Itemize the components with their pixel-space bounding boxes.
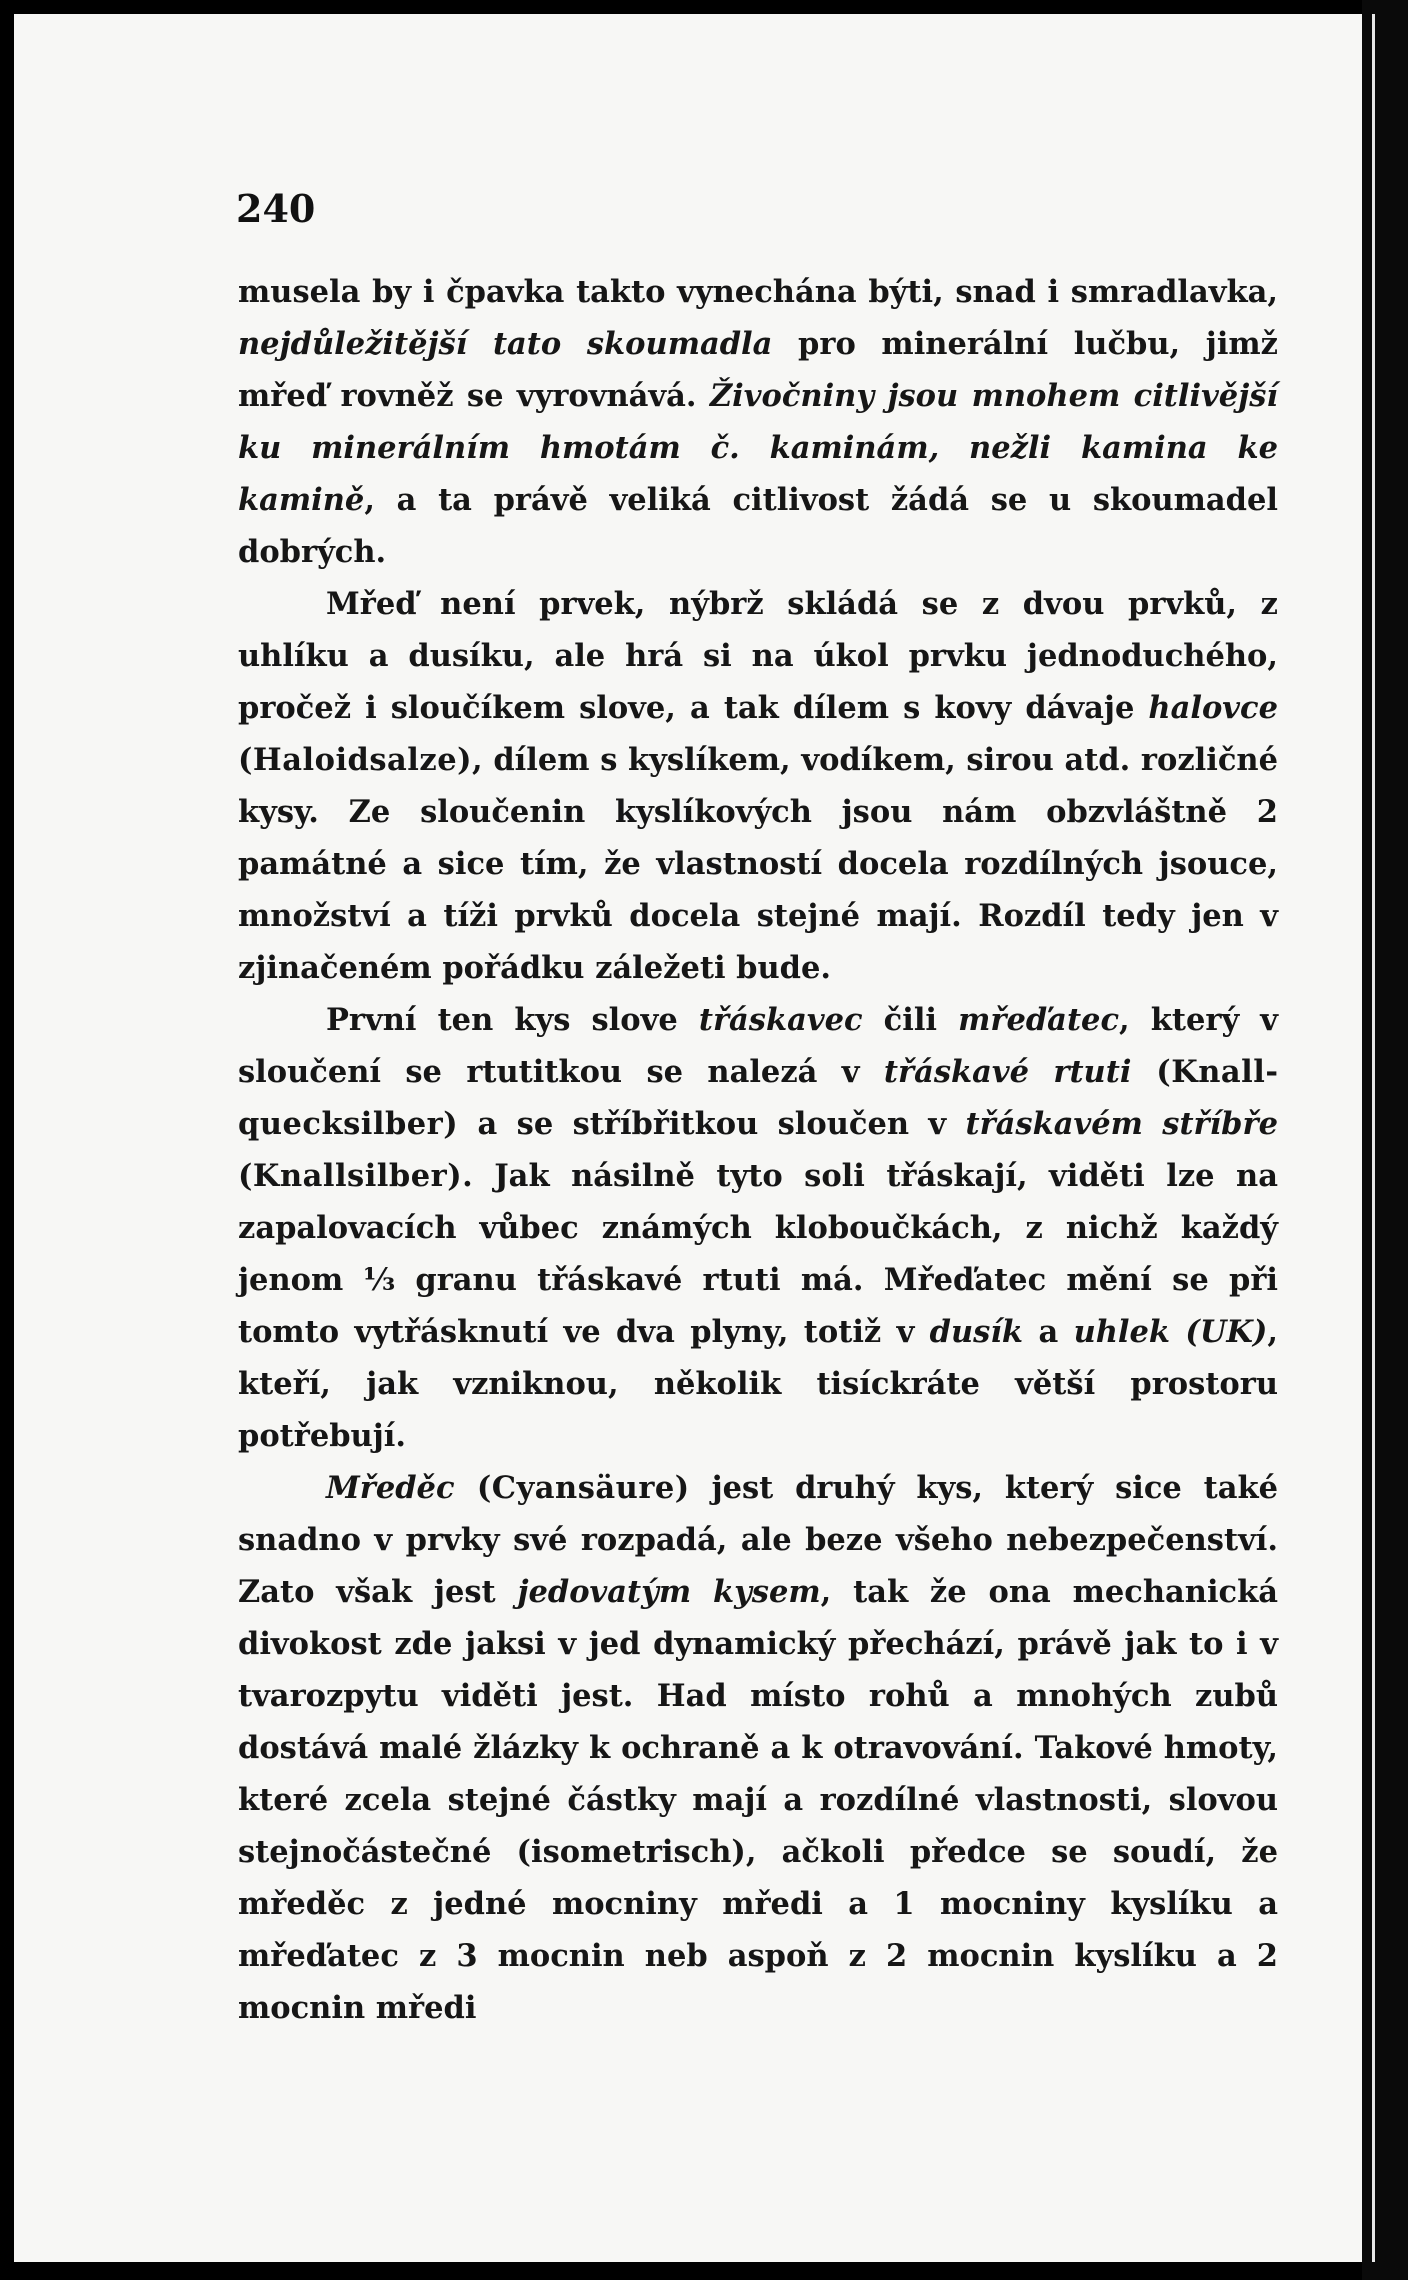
text-segment: . Jak násilně tyto soli třáskají, viděti lze na zapalovacích vůbec známých kloboučkách, z nichž každý jenom ⅓ granu třáskavé rtuti má. Mřeďatec mění se při tomto vytřásknutí ve dva plyny, totiž v (238, 1158, 1278, 1350)
paragraph (238, 266, 1278, 578)
italic-text: uhlek (UK) (1073, 1314, 1268, 1350)
italic-text: nejdůležitější tato skoumadla (238, 326, 773, 362)
german-term: (Knallsilber) (238, 1158, 463, 1194)
text-segment: , tak že ona mechanická divokost zde jaksi v jed dynamický přechází, právě jak to i v tvarozpytu viděti jest. Had místo rohů a mnohých zubů dostává malé žlázky k ochraně a k otravování. Takové hmoty, které zcela stejné částky mají a rozdílné vlastnosti, slovou stejnočástečné (isometrisch), ačkoli předce se soudí, že mředěc z jedné mocniny mředi a 1 mocniny kyslíku a mřeďatec z 3 mocnin neb aspoň z 2 mocnin kyslíku a 2 mocnin mředi (238, 1574, 1278, 2026)
text-segment: jest druhý kys, který sice také snadno v prvky své rozpadá, ale beze všeho nebezpečenství. Zato však jest (238, 1470, 1279, 1610)
italic-text: třáskavém stříbře (965, 1106, 1278, 1142)
text-segment: Mřeď není prvek, nýbrž skládá se z dvou prvků, z uhlíku a dusíku, ale hrá si na úkol prvku jednoduchého, pročež i sloučíkem slove, a tak dílem s kovy dávaje (238, 586, 1278, 726)
text-segment: , který v sloučení se rtutitkou se nalezá v (238, 1002, 1278, 1090)
text-segment: a se stříbřitkou sloučen v (458, 1106, 966, 1142)
text-segment: , kteří, jak vzniknou, několik tisíckráte větší prostoru potřebují. (238, 1314, 1278, 1454)
page-edge-line (1372, 14, 1375, 2262)
italic-text: jedovatým kysem (517, 1574, 821, 1610)
italic-text: Živočniny jsou mnohem citlivější ku minerálním hmotám č. kaminám, nežli kamina ke kamině (238, 378, 1278, 518)
scan-border (1362, 0, 1408, 2280)
page-number: 240 (236, 186, 316, 231)
italic-text: dusík (929, 1314, 1024, 1350)
german-term: (Cyansäure) (454, 1470, 690, 1506)
italic-text: třáskavé rtuti (883, 1054, 1132, 1090)
text-segment: a (1023, 1314, 1074, 1350)
text-segment: První ten kys slove (326, 1002, 699, 1038)
text-segment: čili (862, 1002, 959, 1038)
german-term: (Haloidsalze) (238, 742, 473, 778)
german-term: (Knallquecksilber) (238, 1054, 1279, 1142)
book-page (14, 14, 1362, 2262)
paragraph (238, 1462, 1278, 2034)
text-segment: , dílem s kyslíkem, vodíkem, sirou atd. rozličné kysy. Ze sloučenin kyslíkových jsou nám obzvláštně 2 památné a sice tím, že vlastností docela rozdílných jsouce, množství a tíži prvků docela stejné mají. Rozdíl tedy jen v zjinačeném pořádku záležeti bude. (238, 742, 1278, 986)
italic-text: halovce (1148, 690, 1278, 726)
text-segment: , a ta právě veliká citlivost žádá se u skoumadel dobrých. (238, 482, 1278, 570)
paragraph (238, 578, 1278, 994)
italic-text: mřeďatec (958, 1002, 1120, 1038)
italic-text: Mředěc (326, 1470, 455, 1506)
italic-text: třáskavec (698, 1002, 863, 1038)
text-segment: musela by i čpavka takto vynechána býti, snad i smradlavka, (238, 274, 1278, 310)
text-segment: pro minerální lučbu, jimž mřeď rovněž se vyrovnává. (238, 326, 1278, 414)
paragraph (238, 994, 1278, 1462)
body-text (238, 266, 1278, 2034)
